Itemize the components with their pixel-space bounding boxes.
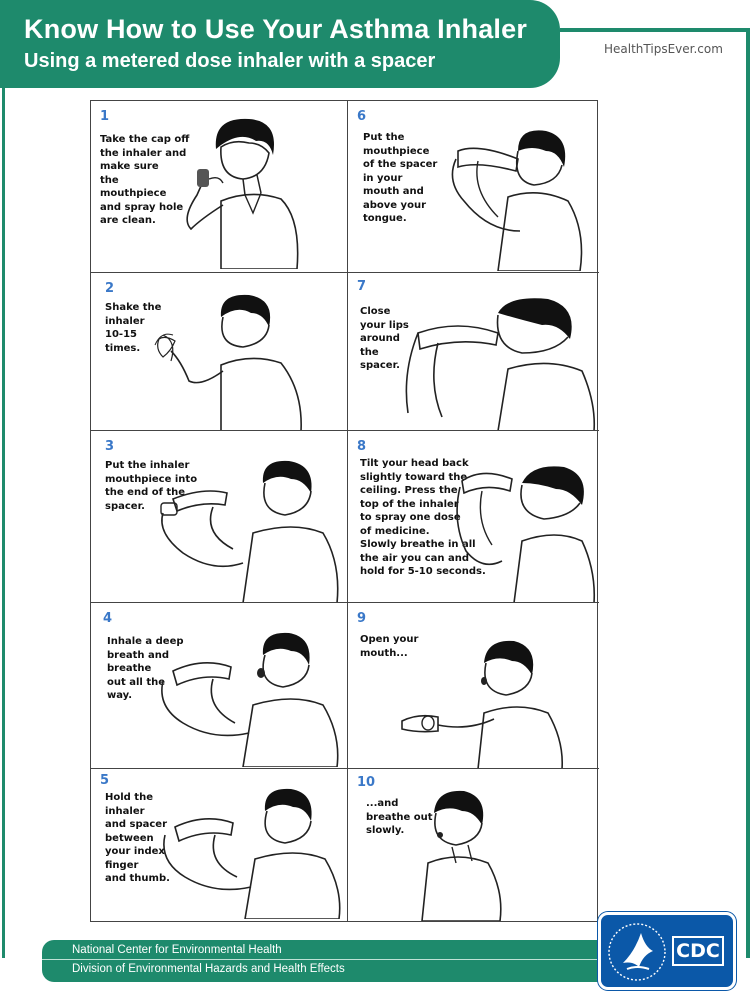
step-number: 7 (357, 279, 367, 294)
footer-division-name: Division of Environmental Hazards and Health Effects (72, 963, 345, 975)
page-title: Know How to Use Your Asthma Inhaler (24, 14, 528, 44)
frame-left-line (2, 88, 5, 958)
step-instruction: ...and breathe out slowly. (366, 798, 433, 836)
frame-top-line (560, 28, 750, 32)
frame-right-line (746, 28, 750, 958)
footer-divider (42, 959, 612, 960)
boy-breathing-out-illustration (418, 787, 588, 921)
step-instruction: Put the mouthpiece of the spacer in your mouth and above your tongue. (363, 132, 438, 224)
step-card-2 (91, 273, 348, 431)
step-number: 8 (357, 439, 367, 454)
boy-holding-spacer-illustration (155, 785, 345, 919)
step-card-6 (348, 101, 599, 273)
step-card-3 (91, 431, 348, 603)
page-subtitle: Using a metered dose inhaler with a spacer (24, 50, 436, 72)
boy-removing-cap-illustration (161, 109, 311, 269)
boy-lips-spacer-illustration (398, 293, 598, 431)
boy-inhaling-illustration (153, 627, 343, 767)
step-card-5 (91, 769, 348, 921)
step-number: 4 (103, 611, 113, 626)
step-card-4 (91, 603, 348, 769)
boy-inserting-inhaler-illustration (153, 453, 343, 603)
step-number: 1 (100, 109, 110, 124)
step-number: 2 (105, 281, 115, 296)
hhs-eagle-icon (605, 921, 669, 983)
boy-tilting-head-illustration (452, 461, 598, 603)
step-instruction: Hold the inhaler and spacer between your index finger and thumb. (105, 792, 170, 884)
step-number: 3 (105, 439, 115, 454)
header-banner (0, 0, 560, 88)
boy-mouthpiece-illustration (428, 121, 588, 271)
step-instruction: Close your lips around the spacer. (360, 306, 409, 371)
boy-opening-mouth-illustration (398, 633, 598, 769)
step-instruction: Open your mouth... (360, 634, 419, 659)
step-card-9 (348, 603, 599, 769)
step-instruction: Tilt your head back slightly toward the ceiling. Press the top of the inhaler to spray one dose of medicine. Slowly breathe in all the air you can and hold for 5-10 seconds. (360, 458, 486, 577)
site-credit: HealthTipsEver.com (604, 42, 723, 56)
step-instruction: Inhale a deep breath and breathe out all the way. (107, 636, 184, 701)
step-instruction: Put the inhaler mouthpiece into the end of the spacer. (105, 460, 198, 512)
footer-org-name: National Center for Environmental Health (72, 944, 282, 956)
step-card-8 (348, 431, 599, 603)
step-card-10 (348, 769, 599, 921)
step-number: 9 (357, 611, 367, 626)
step-instruction: Take the cap off the inhaler and make sure the mouthpiece and spray hole are clean. (100, 134, 190, 226)
step-card-7 (348, 273, 599, 431)
boy-shaking-inhaler-illustration (151, 291, 311, 431)
step-instruction: Shake the inhaler 10-15 times. (105, 302, 162, 354)
step-card-1 (91, 101, 348, 273)
step-number: 5 (100, 773, 110, 788)
step-number: 10 (357, 775, 376, 790)
step-number: 6 (357, 109, 367, 124)
steps-grid (90, 100, 598, 922)
cdc-logo: CDC (672, 936, 724, 966)
